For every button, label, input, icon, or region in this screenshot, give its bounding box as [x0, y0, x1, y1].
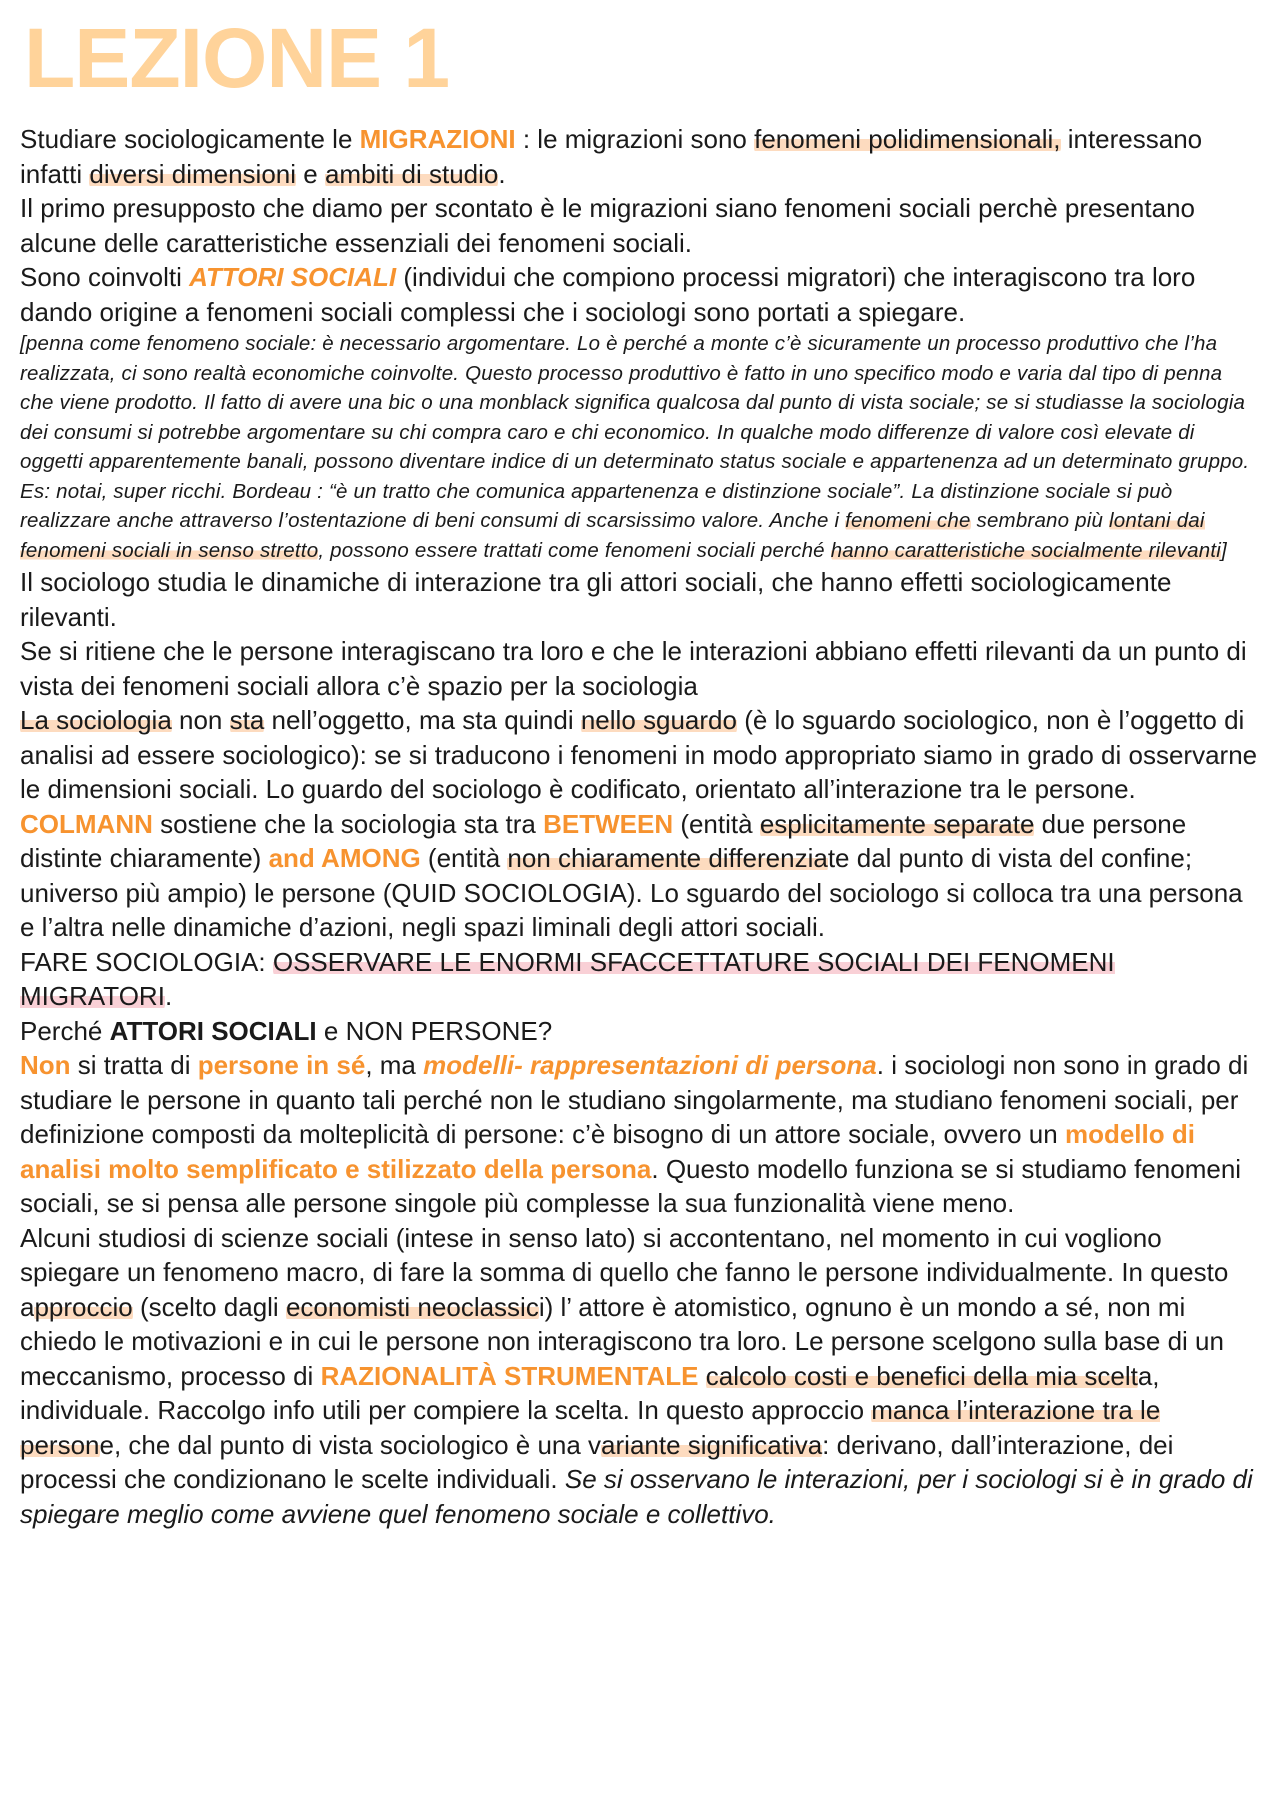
highlight: nello sguardo: [580, 705, 737, 735]
paragraph-colmann: [20, 807, 1260, 945]
text: Studiare sociologicamente le: [20, 124, 360, 154]
highlight: ambiti di studio: [324, 158, 499, 189]
highlight: La sociologia: [20, 705, 172, 735]
highlight: hanno caratteristiche socialmente rilevanti: [830, 538, 1222, 562]
text: non: [171, 705, 230, 735]
text: [penna come fenomeno sociale: è necessario argomentare. Lo è perché a monte c’è sicuramente un processo produttivo che l’ha realizzata, ci sono realtà economiche coinvolte. Questo processo produttivo è fatto in uno specifico modo e varia dal tipo di penna che viene prodotto. Il fatto di avere una bic o una monblack significa qualcosa dal punto di vista sociale; se si studiasse la sociologia dei consumi si potrebbe argomentare su chi compra caro e chi economico. In qualche modo differenze di valore così elevate di oggetti apparentemente banali, possono diventare indice di un determinato status sociale e appartenenza ad un determinato gruppo. Es: notai, super ricchi. Bordeau : “è un tratto che comunica appartenenza e distinzione sociale”. La distinzione sociale si può realizzare anche attraverso l’ostentazione di beni consumi di scarsissimo valore. Anche i: [20, 332, 1250, 532]
keyword-razionalita-strumentale: RAZIONALITÀ STRUMENTALE: [320, 1360, 699, 1391]
text: te dal punto di vista del confine; universo più ampio) le persone (QUID SOCIOLOGIA). Lo sguardo del sociologo si colloca tra una persona e l’altra nelle dinamiche d’azioni, negli spazi liminali degli attori sociali.: [20, 843, 1243, 942]
keyword-persone-in-se: persone in sé: [197, 1050, 366, 1080]
text: FARE SOCIOLOGIA:: [20, 946, 273, 977]
highlight: fenomeni polidimensionali,: [754, 124, 1061, 154]
paragraph-attori: [20, 260, 1260, 329]
text: . Questo modello funziona se si studiamo fenomeni sociali, se si pensa alle persone singole più complesse la sua funzionalità viene meno.: [20, 1153, 1242, 1218]
text: . i sociologi non sono in grado di studiare le persone in quanto tali perché non le studiano singolarmente, ma studiano fenomeni sociali, per definizione composti da molteplicità di persone: c’è bisogno di un attore sociale, ovvero un: [20, 1050, 1249, 1149]
paragraph-razionalita: [20, 1221, 1260, 1532]
paragraph-fare-sociologia: [20, 945, 1260, 1014]
text: interessano infatti: [20, 124, 1203, 189]
text: e: [296, 158, 325, 189]
paragraph-modelli: [20, 1048, 1260, 1221]
text: due persone distinte chiaramente): [20, 808, 1187, 873]
text: sembrano più: [970, 509, 1109, 532]
page-title: LEZIONE 1: [24, 11, 450, 105]
keyword-colmann: COLMANN: [20, 808, 153, 839]
keyword-migrazioni: MIGRAZIONI: [359, 124, 516, 154]
highlight: sta: [229, 705, 265, 735]
text: e, che dal punto di vista sociologico è una v: [99, 1429, 602, 1460]
paragraph-interazioni: Se si ritiene che le persone interagiscano tra loro e che le interazioni abbiano effetti rilevanti da un punto di vista dei fenomeni sociali allora c’è spazio per la sociologia: [20, 636, 1247, 701]
text: .: [498, 158, 506, 189]
italic-conclusion: Se si osservano le interazioni, per i sociologi si è in grado di spiegare meglio come avviene quel fenomeno sociale e collettivo.: [20, 1464, 1253, 1529]
text: .: [164, 981, 173, 1011]
notes-body: [20, 122, 1260, 1531]
highlight: lontani dai fenomeni sociali in senso stretto: [20, 509, 1205, 562]
keyword-among: and AMONG: [268, 843, 421, 873]
text: , ma: [365, 1050, 424, 1080]
highlight: non chiaramente differenzia: [507, 843, 828, 873]
text: (entità: [420, 843, 508, 873]
text: i) l’ attore è atomistico, ognuno è un mondo a sé, non mi chiedo le motivazioni e in cui le persone non interagiscono tra loro. Le persone scelgono sulla base di un meccanismo, processo di: [20, 1291, 1224, 1391]
highlight: pproccio: [34, 1291, 133, 1322]
text: Sono coinvolti: [20, 262, 190, 292]
text: , possono essere trattati come fenomeni sociali perché: [318, 538, 831, 562]
paragraph-sguardo: [20, 703, 1260, 807]
keyword-attori-sociali: ATTORI SOCIALI: [189, 262, 397, 292]
paragraph-migrazioni: [20, 122, 1260, 191]
text: ]: [1221, 538, 1227, 562]
keyword-attori-sociali-bold: ATTORI SOCIALI: [109, 1015, 317, 1046]
highlight: ariante significativa: [601, 1429, 823, 1460]
highlight: manca l’interazione tra le person: [20, 1395, 1161, 1460]
text: (scelto dagli: [132, 1291, 286, 1322]
keyword-non: Non: [20, 1050, 71, 1080]
keyword-modello-analisi: modello di analisi molto semplificato e stilizzato della persona: [20, 1119, 1195, 1184]
keyword-between: BETWEEN: [543, 808, 674, 839]
paragraph-sociologo: Il sociologo studia le dinamiche di interazione tra gli attori sociali, che hanno effetti sociologicamente rilevanti.: [20, 567, 1172, 632]
highlight: fenomeni che: [845, 509, 971, 532]
note-penna: [20, 329, 1260, 565]
text: Alcuni studiosi di scienze sociali (intese in senso lato) si accontentano, nel momento in cui vogliono spiegare un fenomeno macro, di fare la somma di quello che fanno le persone individualmente. In questo a: [20, 1222, 1229, 1322]
text: e NON PERSONE?: [316, 1015, 553, 1046]
text: si tratta di: [70, 1050, 198, 1080]
text: nell’oggetto, ma sta quindi: [264, 705, 581, 735]
keyword-modelli: modelli- rappresentazioni di persona: [423, 1050, 877, 1080]
highlight: economisti neoclassic: [285, 1291, 539, 1322]
text: a, individuale. Raccolgo info utili per compiere la scelta. In questo approccio: [20, 1360, 1160, 1425]
text: sostiene che la sociologia sta tra: [152, 808, 544, 839]
highlight: esplicitamente separate: [759, 808, 1035, 839]
text: (entità: [673, 808, 760, 839]
text: : derivano, dall’interazione, dei processi che condizionano le scelte individuali.: [20, 1429, 1174, 1494]
text: Perché: [20, 1015, 110, 1046]
paragraph-question: [20, 1014, 1260, 1049]
text: : le migrazioni sono: [515, 124, 755, 154]
text: [699, 1361, 706, 1391]
paragraph-presupposto: Il primo presupposto che diamo per scontato è le migrazioni siano fenomeni sociali perchè presentano alcune delle caratteristiche essenziali dei fenomeni sociali.: [20, 193, 1195, 258]
highlight: diversi dimensioni: [89, 158, 297, 189]
text: (è lo sguardo sociologico, non è l’oggetto di analisi ad essere sociologico): se si traducono i fenomeni in modo appropriato siamo in grado di osservarne le dimensioni sociali. Lo guardo del sociologo è codificato, orientato all’interazione tra le persone.: [20, 705, 1258, 804]
highlight: calcolo costi e benefici della mia scelt: [705, 1360, 1138, 1391]
text: (individui che compiono processi migratori) che interagiscono tra loro dando origine a fenomeni sociali complessi che i sociologi sono portati a spiegare.: [20, 262, 1196, 327]
highlight-pink: OSSERVARE LE ENORMI SFACCETTATURE SOCIALI DEI FENOMENI MIGRATORI: [20, 946, 1115, 1011]
